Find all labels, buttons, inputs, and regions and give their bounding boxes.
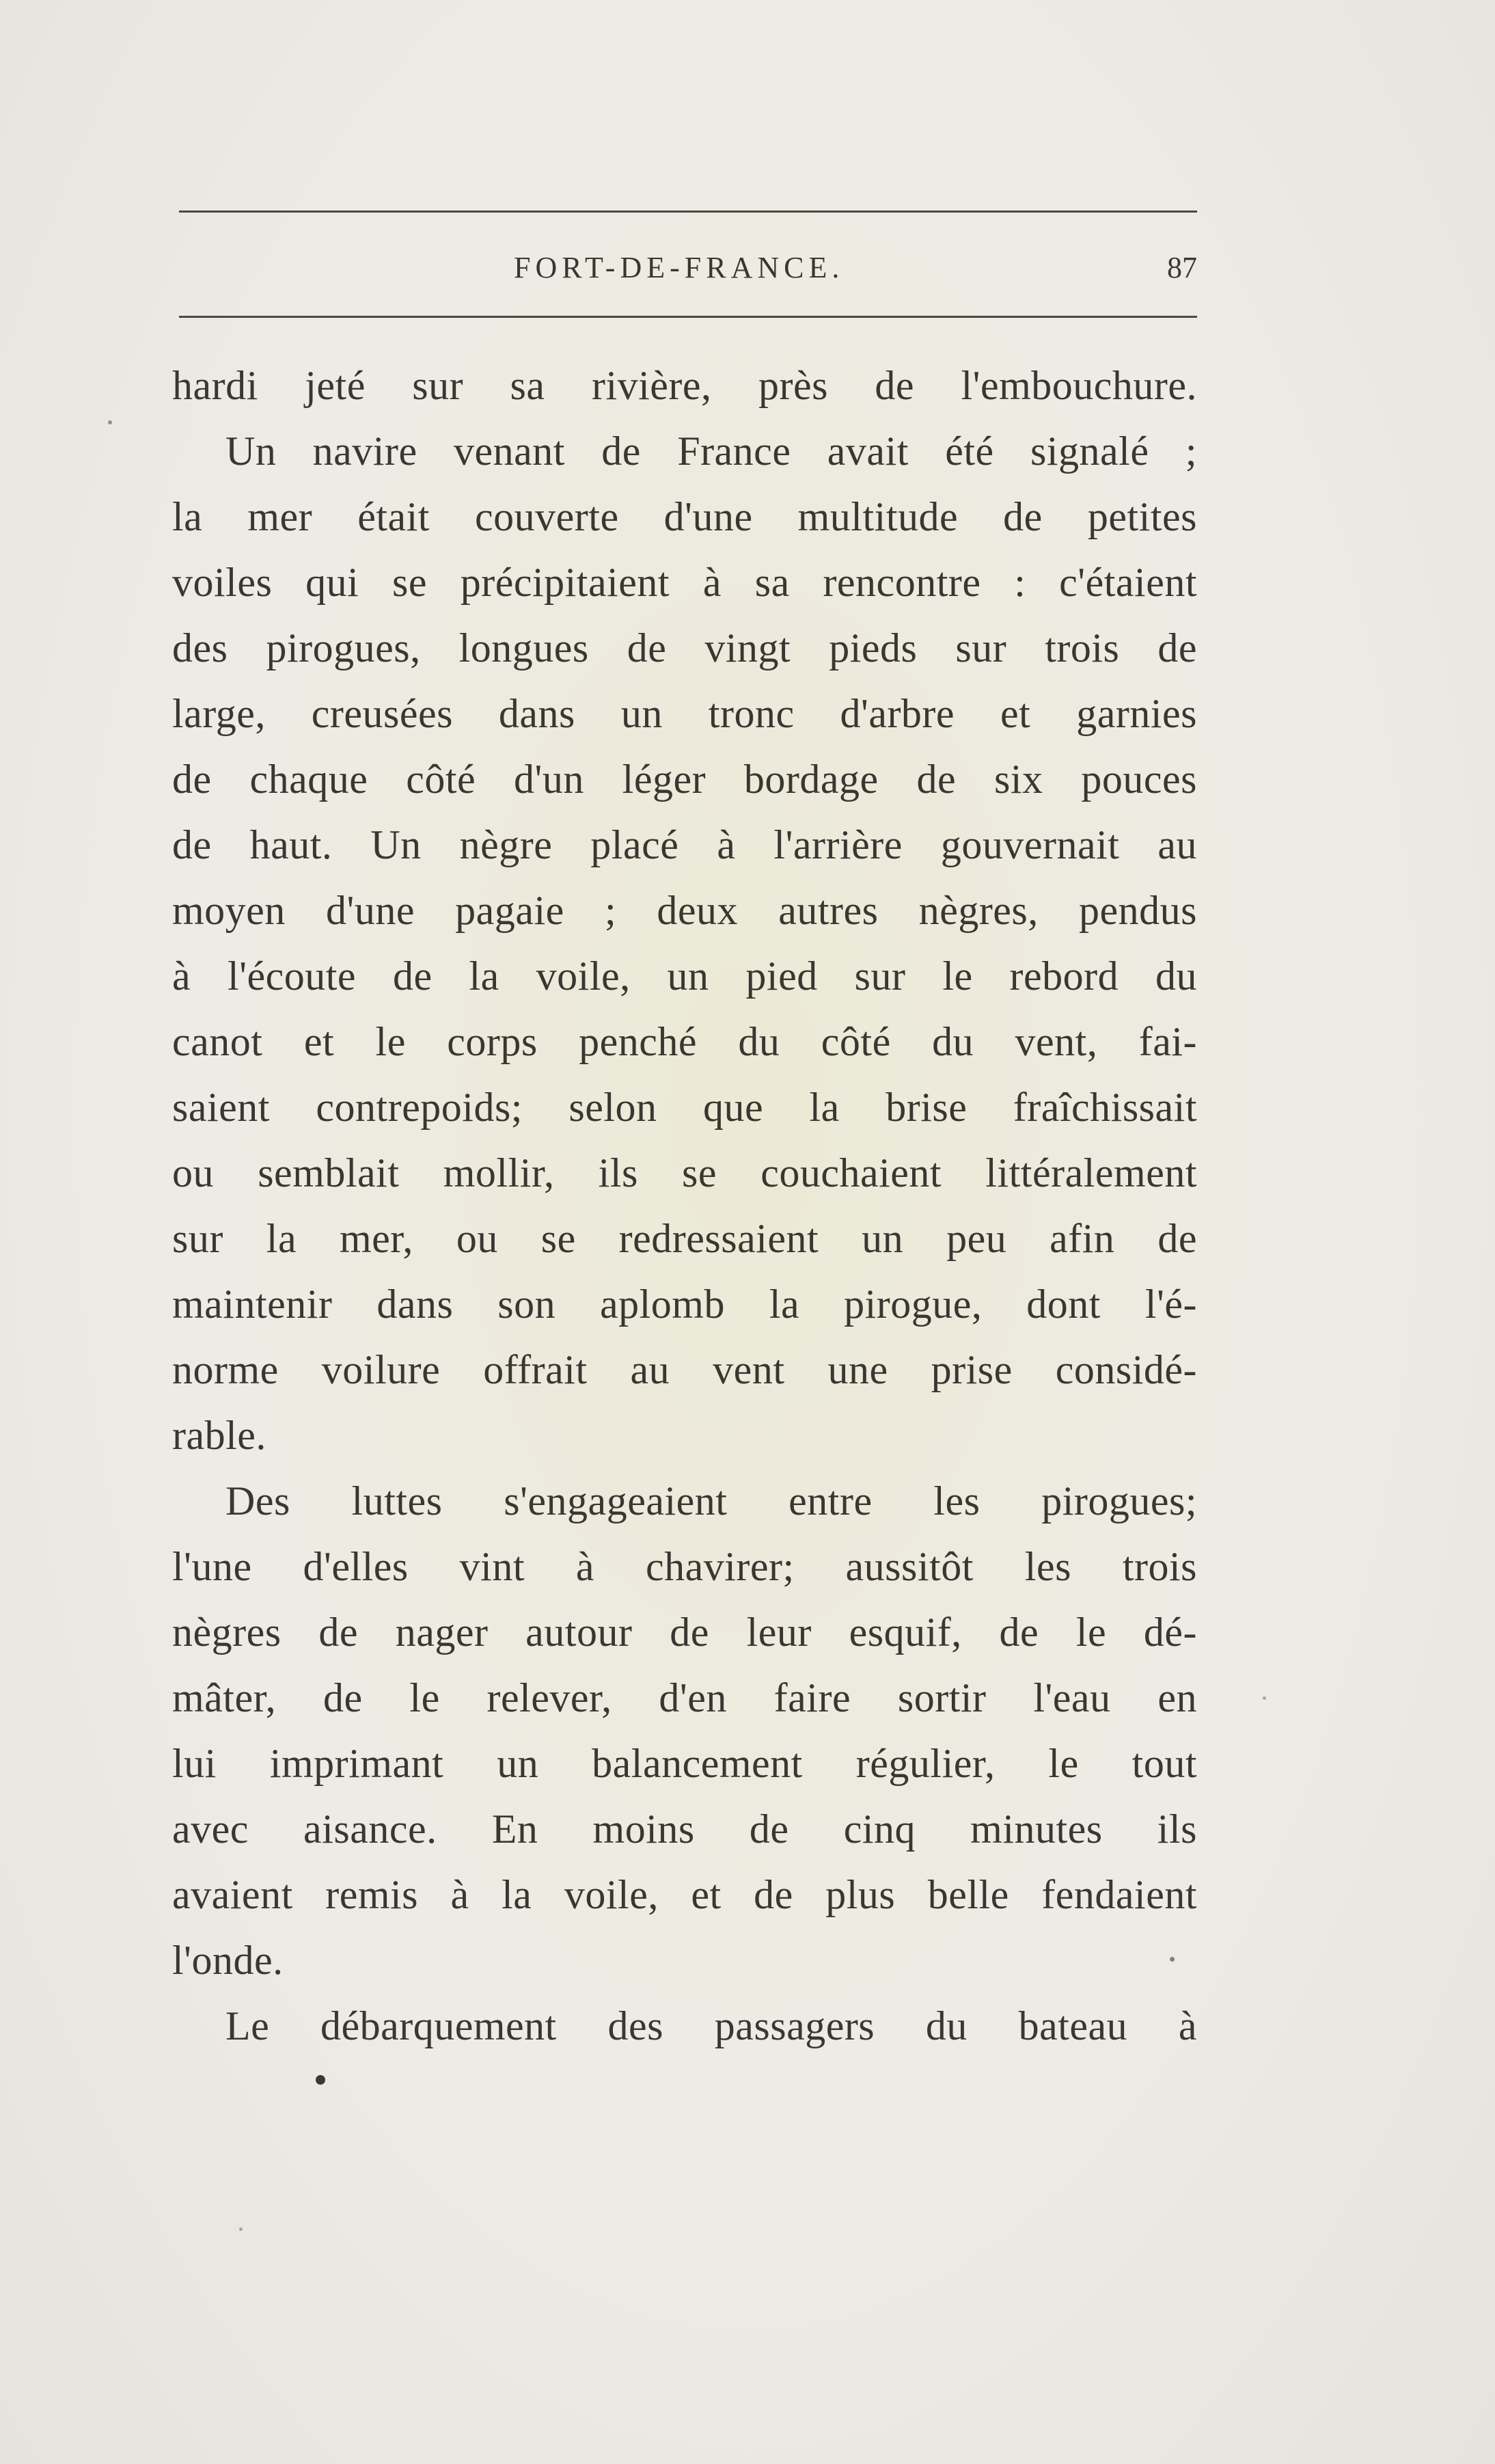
text-line: ou semblait mollir, ils se couchaient littéralement — [172, 1150, 1197, 1195]
text-line: de haut. Un nègre placé à l'arrière gouvernait au — [172, 822, 1197, 867]
text-line: avec aisance. En moins de cinq minutes ils — [172, 1806, 1197, 1852]
text-line: rable. — [172, 1413, 266, 1458]
text-line: nègres de nager autour de leur esquif, de le dé- — [172, 1610, 1197, 1655]
header-rule-bottom — [179, 316, 1197, 318]
text-line: de chaque côté d'un léger bordage de six pouces — [172, 757, 1197, 802]
text-line: des pirogues, longues de vingt pieds sur trois de — [172, 625, 1197, 671]
text-line: lui imprimant un balancement régulier, le tout — [172, 1741, 1197, 1786]
header-rule-top — [179, 211, 1197, 213]
text-line: canot et le corps penché du côté du vent, fai- — [172, 1019, 1197, 1064]
text-line: moyen d'une pagaie ; deux autres nègres, pendus — [172, 888, 1197, 933]
text-line: Des luttes s'engageaient entre les pirogues; — [225, 1478, 1197, 1524]
text-line: hardi jeté sur sa rivière, près de l'embouchure. — [172, 363, 1197, 408]
text-line: Un navire venant de France avait été signalé ; — [225, 429, 1197, 474]
text-line: l'onde. — [172, 1938, 284, 1983]
body-text — [172, 353, 1197, 2059]
text-line: norme voilure offrait au vent une prise considé- — [172, 1347, 1197, 1392]
text-line: l'une d'elles vint à chavirer; aussitôt les trois — [172, 1544, 1197, 1589]
text-line: la mer était couverte d'une multitude de petites — [172, 494, 1197, 539]
ink-speck — [316, 2075, 325, 2085]
text-line: large, creusées dans un tronc d'arbre et garnies — [172, 691, 1197, 736]
running-head — [179, 241, 1197, 295]
text-line: saient contrepoids; selon que la brise fraîchissait — [172, 1085, 1197, 1130]
ink-speck — [1170, 1957, 1175, 1962]
text-line: maintenir dans son aplomb la pirogue, dont l'é- — [172, 1282, 1197, 1327]
running-title: FORT-DE-FRANCE. — [514, 251, 845, 284]
ink-speck — [1263, 1696, 1266, 1700]
ink-speck — [108, 420, 112, 424]
text-line: avaient remis à la voile, et de plus belle fendaient — [172, 1872, 1197, 1917]
ink-speck — [239, 2228, 243, 2231]
page-number: 87 — [1167, 251, 1197, 284]
text-line: à l'écoute de la voile, un pied sur le rebord du — [172, 953, 1197, 999]
text-line: Le débarquement des passagers du bateau à — [225, 2003, 1197, 2048]
text-line: mâter, de le relever, d'en faire sortir l'eau en — [172, 1675, 1197, 1720]
text-line: voiles qui se précipitaient à sa rencontre : c'étaient — [172, 560, 1197, 605]
text-line: sur la mer, ou se redressaient un peu afin de — [172, 1216, 1197, 1261]
